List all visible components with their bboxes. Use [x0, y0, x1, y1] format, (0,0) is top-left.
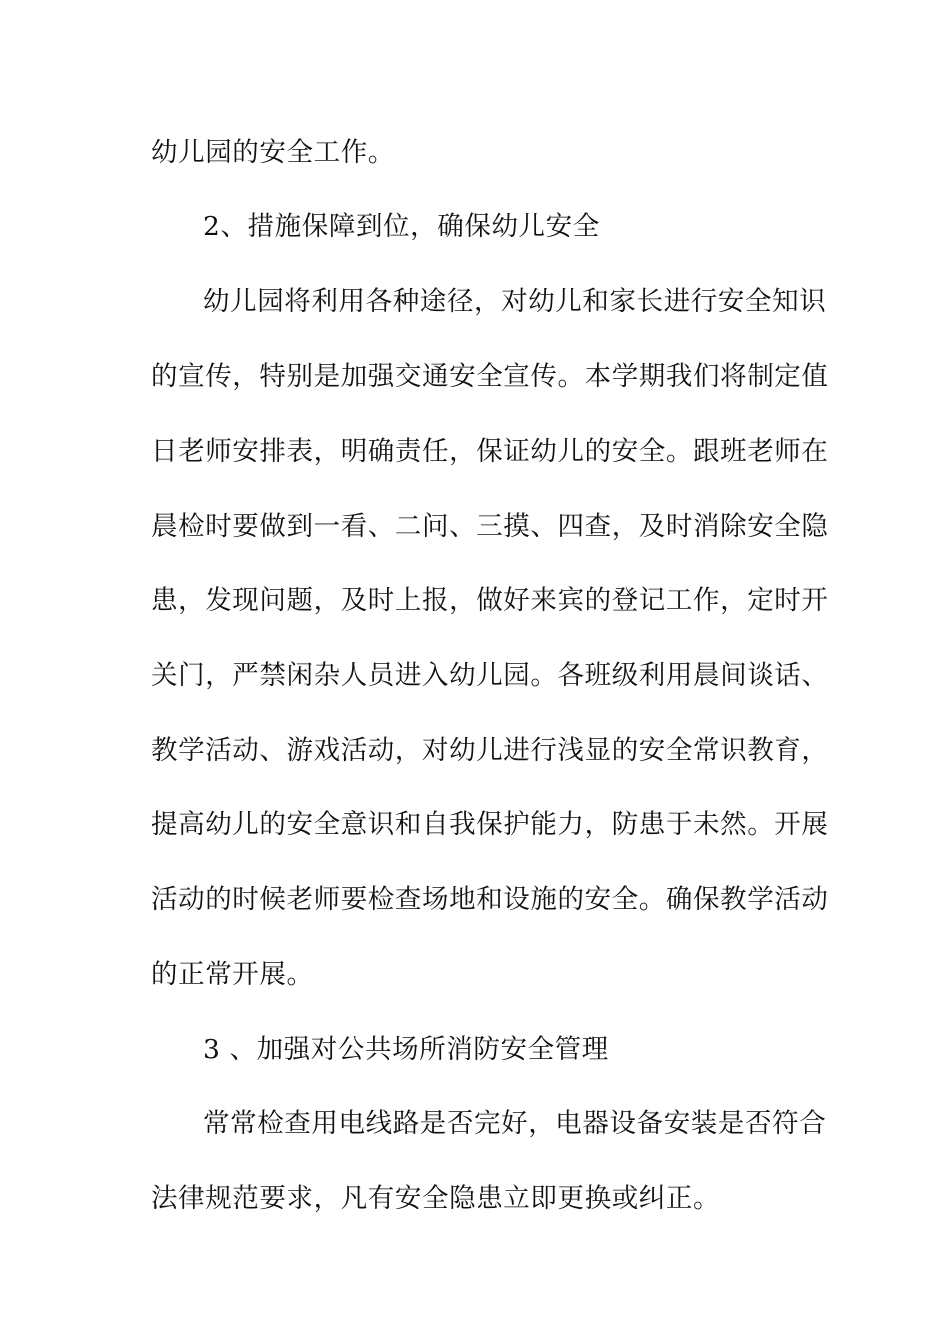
paragraph-line: 教学活动、游戏活动，对幼儿进行浅显的安全常识教育，	[151, 735, 829, 766]
paragraph-line: 晨检时要做到一看、二问、三摸、四查，及时消除安全隐	[151, 511, 829, 542]
paragraph-line: 常常检查用电线路是否完好，电器设备安装是否符合	[203, 1108, 827, 1139]
paragraph-line: 提高幼儿的安全意识和自我保护能力，防患于未然。开展	[151, 809, 829, 840]
section-heading-3: 3 、加强对公共场所消防安全管理	[203, 1034, 609, 1065]
paragraph-line: 活动的时候老师要检查场地和设施的安全。确保教学活动	[151, 884, 829, 915]
paragraph-line: 患，发现问题，及时上报，做好来宾的登记工作，定时开	[151, 585, 829, 616]
section-heading-2: 2、措施保障到位，确保幼儿安全	[203, 211, 600, 242]
paragraph-line: 幼儿园的安全工作。	[151, 137, 395, 168]
paragraph-line: 关门，严禁闲杂人员进入幼儿园。各班级利用晨间谈话、	[151, 660, 829, 691]
paragraph-line: 的宣传，特别是加强交通安全宣传。本学期我们将制定值	[151, 361, 829, 392]
paragraph-line: 日老师安排表，明确责任，保证幼儿的安全。跟班老师在	[151, 436, 829, 467]
paragraph-line: 幼儿园将利用各种途径，对幼儿和家长进行安全知识	[203, 286, 827, 317]
paragraph-line: 法律规范要求，凡有安全隐患立即更换或纠正。	[151, 1183, 721, 1214]
paragraph-line: 的正常开展。	[151, 959, 314, 990]
